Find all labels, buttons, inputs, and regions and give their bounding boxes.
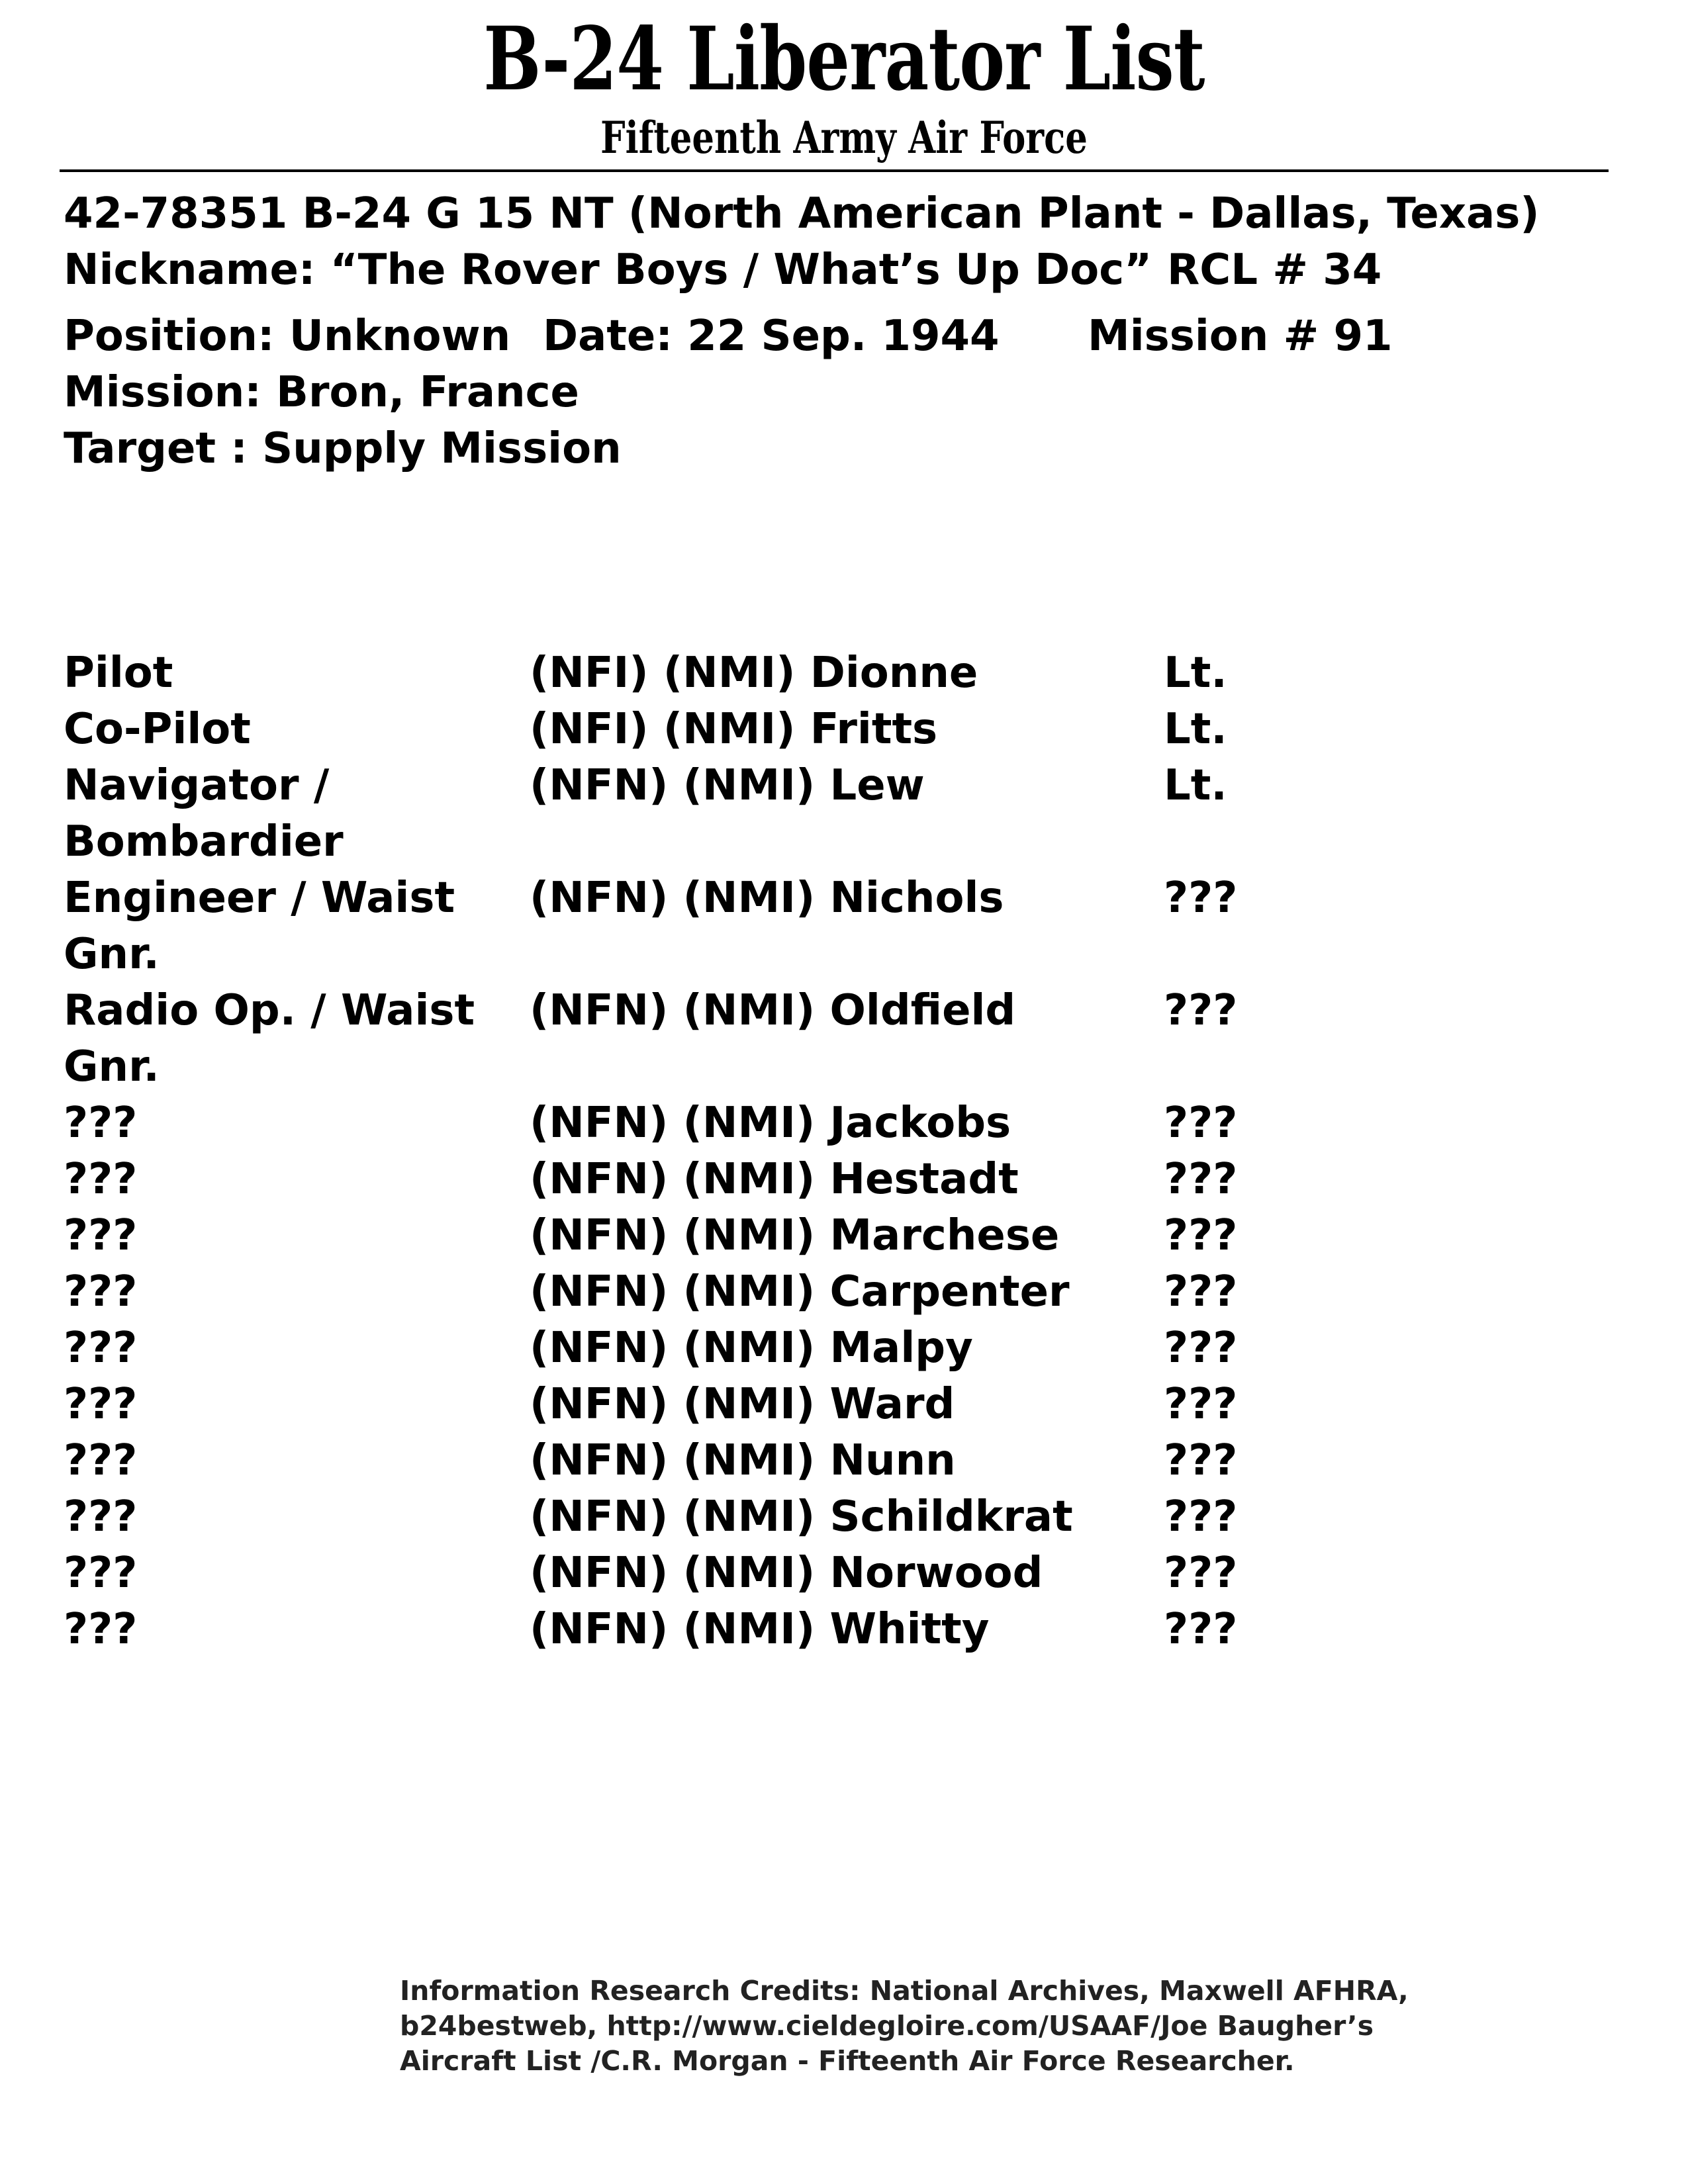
page-title: B-24 Liberator List	[483, 8, 1205, 111]
crew-rank: ???	[1164, 1549, 1238, 1598]
crew-name: (NFN) (NMI) Carpenter	[530, 1267, 1070, 1316]
crew-name: (NFI) (NMI) Dionne	[530, 649, 978, 698]
crew-position: Pilot	[64, 649, 173, 698]
crew-position: ???	[64, 1099, 138, 1148]
crew-rank: ???	[1164, 1492, 1238, 1541]
crew-name: (NFN) (NMI) Malpy	[530, 1324, 973, 1373]
crew-position: Co-Pilot	[64, 705, 251, 754]
crew-row	[0, 758, 1688, 870]
crew-position: Engineer / Waist Gnr.	[64, 874, 455, 979]
crew-position: ???	[64, 1211, 138, 1260]
crew-position: ???	[64, 1324, 138, 1373]
mission-location: Mission: Bron, France	[64, 368, 579, 417]
crew-rank: ???	[1164, 1155, 1238, 1204]
mission-info-row	[64, 310, 1393, 363]
crew-name: (NFN) (NMI) Whitty	[530, 1605, 990, 1654]
crew-rank: ???	[1164, 1099, 1238, 1148]
crew-rank: ???	[1164, 1267, 1238, 1316]
crew-name: (NFN) (NMI) Nichols	[530, 874, 1004, 923]
crew-name: (NFN) (NMI) Oldfield	[530, 986, 1016, 1035]
crew-rank: ???	[1164, 1324, 1238, 1373]
crew-position: ???	[64, 1380, 138, 1429]
crew-rank: ???	[1164, 1380, 1238, 1429]
crew-name: (NFI) (NMI) Fritts	[530, 705, 938, 754]
crew-position: ???	[64, 1605, 138, 1654]
crew-position: ???	[64, 1436, 138, 1485]
aircraft-nickname: Nickname: “The Rover Boys / What’s Up Doc”	[64, 246, 1152, 295]
mission-number: Mission # 91	[1088, 312, 1393, 361]
crew-name: (NFN) (NMI) Schildkrat	[530, 1492, 1073, 1541]
crew-position: Radio Op. / Waist Gnr.	[64, 986, 475, 1091]
crew-rank: Lt.	[1164, 649, 1227, 698]
rcl-number: RCL # 34	[1167, 246, 1382, 295]
crew-name: (NFN) (NMI) Lew	[530, 761, 925, 810]
crew-rank: Lt.	[1164, 761, 1227, 810]
crew-position: ???	[64, 1155, 138, 1204]
aircraft-position: Position: Unknown	[64, 312, 511, 361]
crew-name: (NFN) (NMI) Hestadt	[530, 1155, 1019, 1204]
page-subtitle: Fifteenth Army Air Force	[600, 112, 1088, 163]
crew-rank: ???	[1164, 986, 1238, 1035]
crew-position: ???	[64, 1267, 138, 1316]
crew-name: (NFN) (NMI) Nunn	[530, 1436, 956, 1485]
crew-rank: ???	[1164, 1605, 1238, 1654]
header-divider	[60, 169, 1609, 172]
crew-row	[0, 1602, 1688, 1714]
crew-name: (NFN) (NMI) Jackobs	[530, 1099, 1011, 1148]
crew-name: (NFN) (NMI) Norwood	[530, 1549, 1043, 1598]
mission-target: Target : Supply Mission	[64, 424, 622, 473]
crew-row	[0, 870, 1688, 983]
crew-position: ???	[64, 1549, 138, 1598]
crew-rank: ???	[1164, 1211, 1238, 1260]
aircraft-serial-line: 42-78351 B-24 G 15 NT (North American Plant - Dallas, Texas)	[64, 189, 1540, 238]
crew-rank: ???	[1164, 874, 1238, 923]
nickname-row	[64, 244, 1387, 296]
crew-rank: ???	[1164, 1436, 1238, 1485]
crew-row	[0, 983, 1688, 1095]
crew-rank: Lt.	[1164, 705, 1227, 754]
crew-name: (NFN) (NMI) Marchese	[530, 1211, 1060, 1260]
mission-date: Date: 22 Sep. 1944	[543, 312, 1000, 361]
crew-position: ???	[64, 1492, 138, 1541]
crew-position: Navigator / Bombardier	[64, 761, 344, 866]
crew-name: (NFN) (NMI) Ward	[530, 1380, 955, 1429]
research-credits: Information Research Credits: National Archives, Maxwell AFHRA, b24bestweb, http://www.cieldegloire.com/USAAF/Joe Baugher’s Aircraft List /C.R. Morgan - Fifteenth Air Force Researcher.	[400, 1975, 1409, 2077]
